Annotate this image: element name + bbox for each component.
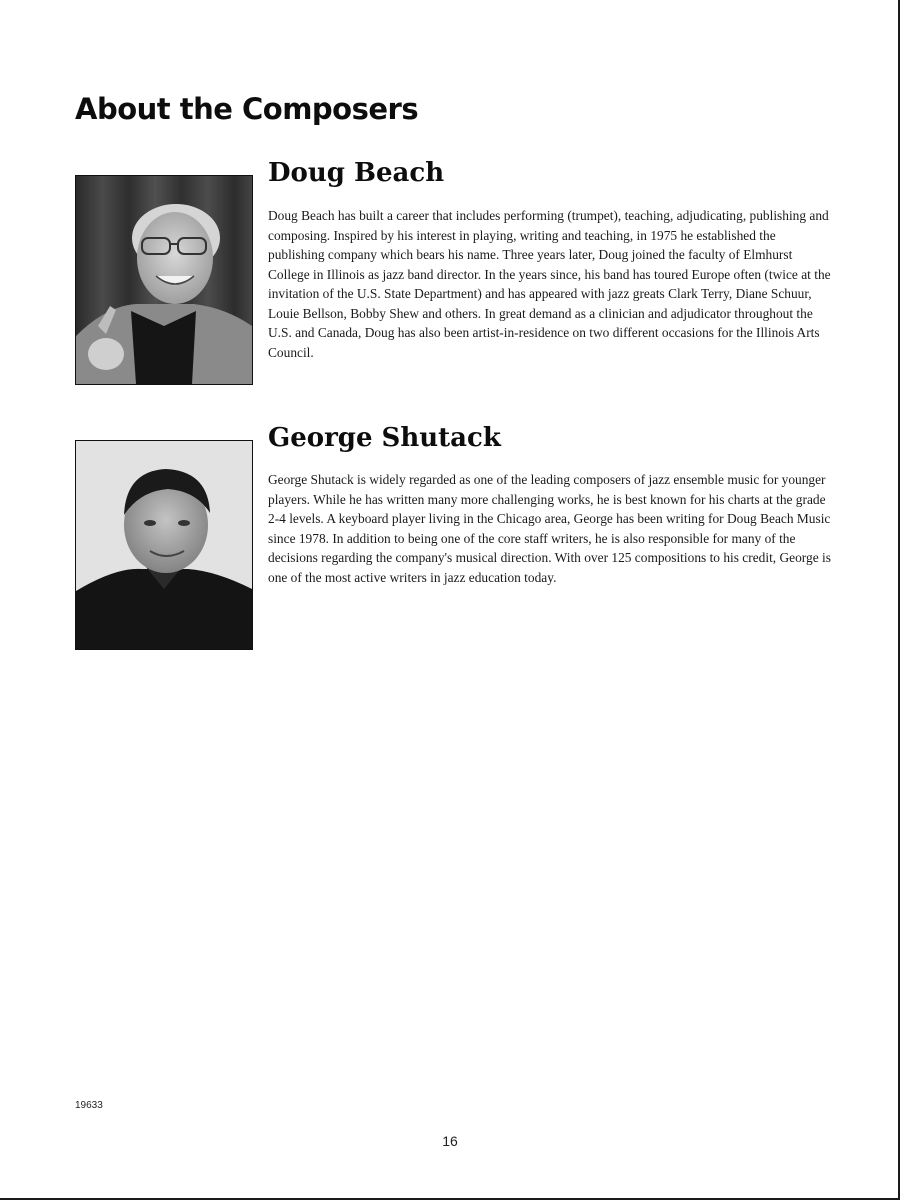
- composer-bio-text: George Shutack is widely regarded as one of the leading composers of jazz ensemble music for younger players. While he has written many more challenging works, he is best known for his charts at the grade 2-4 levels. A keyboard player living in the Chicago area, George has been writing for Doug Beach Music since 1978. In addition to being one of the core staff writers, he is also responsible for many of the decisions regarding the company's musical direction. With over 125 compositions to his credit, George is one of the most active writers in jazz education today.: [268, 472, 831, 585]
- composer-name: Doug Beach: [268, 158, 445, 188]
- composer-name: George Shutack: [268, 423, 501, 453]
- page-title: About the Composers: [75, 92, 419, 126]
- composer-photo-george-shutack: [75, 440, 253, 650]
- composer-photo-doug-beach: [75, 175, 253, 385]
- page-number: 16: [442, 1133, 458, 1149]
- catalog-number: 19633: [75, 1100, 103, 1111]
- composer-bio-text: Doug Beach has built a career that includes performing (trumpet), teaching, adjudicating, publishing and composing. Inspired by his interest in playing, writing and teaching, in 1975 he established the publishing company which bears his name. Three years later, Doug joined the faculty of Elmhurst College in Illinois as jazz band director. In the years since, his band has toured Europe often (twice at the invitation of the U.S. State Department) and has appeared with jazz greats Clark Terry, Diane Schuur, Louie Bellson, Bobby Shew and others. In great demand as a clinician and adjudicator throughout the U.S. and Canada, Doug has also been artist-in-residence on two different occasions for the Illinois Arts Council.: [268, 208, 831, 360]
